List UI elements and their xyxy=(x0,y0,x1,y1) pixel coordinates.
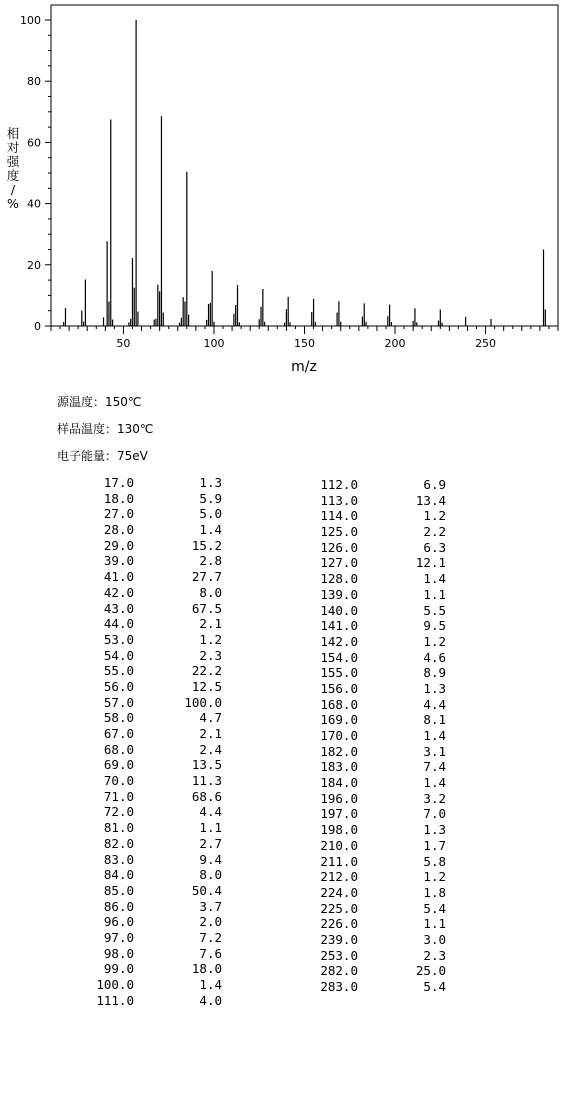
peak-table-column-2 xyxy=(296,477,446,995)
x-tick-label: 250 xyxy=(475,337,497,350)
peak-intensity: 2.7 xyxy=(199,835,222,851)
peak-table-row xyxy=(72,491,222,507)
y-axis-label: 相对强度/ % xyxy=(6,126,20,211)
peak-mz: 225.0 xyxy=(320,900,358,916)
peak-mz: 141.0 xyxy=(320,618,358,634)
peak-mz: 212.0 xyxy=(320,869,358,885)
peak-table-row xyxy=(296,650,446,666)
peak-table-row xyxy=(72,977,222,993)
peak-table-row xyxy=(296,791,446,807)
peak-intensity: 3.1 xyxy=(423,743,446,759)
peak-table-row xyxy=(296,571,446,587)
y-tick-label: 20 xyxy=(27,258,41,272)
peak-mz: 111.0 xyxy=(96,992,134,1008)
peak-table-row xyxy=(72,710,222,726)
peak-mz: 114.0 xyxy=(320,508,358,524)
peak-mz: 43.0 xyxy=(103,600,134,616)
peak-table-row xyxy=(72,726,222,742)
peak-intensity: 1.4 xyxy=(423,571,446,587)
peak-mz: 211.0 xyxy=(320,853,358,869)
peak-table-row xyxy=(72,867,222,883)
peak-table-row xyxy=(296,963,446,979)
peak-mz: 97.0 xyxy=(103,929,134,945)
peak-intensity: 13.5 xyxy=(191,757,222,773)
peak-table-row xyxy=(72,679,222,695)
peak-intensity: 5.5 xyxy=(423,602,446,618)
x-tick-label: 150 xyxy=(294,337,315,350)
peak-table-row xyxy=(72,538,222,554)
peak-mz: 29.0 xyxy=(103,537,134,553)
peak-mz: 41.0 xyxy=(103,569,134,585)
peak-table-row xyxy=(72,585,222,601)
peak-intensity: 9.5 xyxy=(423,618,446,634)
peak-mz: 81.0 xyxy=(103,820,134,836)
peak-intensity: 1.8 xyxy=(423,884,446,900)
peak-mz: 71.0 xyxy=(103,788,134,804)
peak-table-row xyxy=(296,916,446,932)
peak-mz: 197.0 xyxy=(320,806,358,822)
peak-mz: 56.0 xyxy=(103,678,134,694)
mass-spectrum-chart xyxy=(0,0,570,375)
peak-intensity: 8.0 xyxy=(199,584,222,600)
peak-mz: 99.0 xyxy=(103,961,134,977)
peak-table-row xyxy=(296,806,446,822)
peak-mz: 72.0 xyxy=(103,804,134,820)
peak-table-row xyxy=(72,914,222,930)
x-axis-label: m/z xyxy=(291,359,317,375)
peak-intensity: 1.4 xyxy=(423,728,446,743)
peak-mz: 96.0 xyxy=(103,914,134,930)
peak-mz: 42.0 xyxy=(103,584,134,600)
peak-mz: 28.0 xyxy=(103,522,134,538)
peak-intensity: 2.0 xyxy=(199,914,222,930)
peak-intensity: 2.1 xyxy=(199,726,222,741)
peak-mz: 196.0 xyxy=(320,790,358,806)
peak-intensity: 4.0 xyxy=(199,992,222,1008)
peak-intensity: 2.8 xyxy=(199,553,222,569)
peak-table-row xyxy=(72,993,222,1009)
sample-temperature: 样品温度：130℃ xyxy=(57,422,154,436)
peak-intensity: 5.4 xyxy=(423,900,446,916)
peak-mz: 83.0 xyxy=(103,851,134,867)
peak-intensity: 1.3 xyxy=(199,475,222,490)
peak-table-row xyxy=(296,979,446,995)
peak-mz: 53.0 xyxy=(103,631,134,647)
peak-table-row xyxy=(72,804,222,820)
source-temperature: 源温度：150℃ xyxy=(57,395,142,409)
peak-mz: 198.0 xyxy=(320,822,358,838)
peak-intensity: 2.3 xyxy=(199,647,222,663)
x-tick-label: 200 xyxy=(384,337,406,350)
peak-table-row xyxy=(296,587,446,603)
peak-mz: 253.0 xyxy=(320,947,358,963)
peak-table-row xyxy=(72,695,222,711)
peak-mz: 169.0 xyxy=(320,712,358,728)
peak-intensity: 12.1 xyxy=(415,555,446,571)
peak-mz: 139.0 xyxy=(320,586,358,602)
peak-mz: 210.0 xyxy=(320,837,358,853)
peak-mz: 112.0 xyxy=(320,477,358,492)
peak-intensity: 7.4 xyxy=(423,759,446,775)
peak-intensity: 7.6 xyxy=(199,945,222,961)
peak-mz: 113.0 xyxy=(320,492,358,508)
peak-table-row xyxy=(72,553,222,569)
peak-mz: 67.0 xyxy=(103,726,134,741)
peak-table-row xyxy=(296,728,446,744)
peak-table-row xyxy=(72,648,222,664)
peak-table-row xyxy=(296,932,446,948)
peak-table-row xyxy=(296,885,446,901)
peak-table-row xyxy=(72,773,222,789)
peak-intensity: 7.2 xyxy=(199,929,222,945)
peak-table-row xyxy=(296,665,446,681)
peak-intensity: 7.0 xyxy=(423,806,446,822)
peak-mz: 283.0 xyxy=(320,979,358,994)
peak-table-row xyxy=(296,540,446,556)
peak-table-row xyxy=(72,616,222,632)
peak-intensity: 2.2 xyxy=(423,524,446,540)
peak-mz: 100.0 xyxy=(96,977,134,992)
peak-intensity: 50.4 xyxy=(191,882,222,898)
peak-intensity: 3.2 xyxy=(423,790,446,806)
peak-intensity: 1.7 xyxy=(423,837,446,853)
peak-mz: 142.0 xyxy=(320,633,358,649)
peak-mz: 86.0 xyxy=(103,898,134,914)
peak-intensity: 1.1 xyxy=(423,916,446,932)
peak-intensity: 15.2 xyxy=(191,537,222,553)
y-tick-label: 80 xyxy=(27,75,41,89)
peak-mz: 128.0 xyxy=(320,571,358,587)
peak-table-row xyxy=(72,757,222,773)
peak-table-row xyxy=(72,899,222,915)
peak-mz: 168.0 xyxy=(320,696,358,712)
peak-intensity: 9.4 xyxy=(199,851,222,867)
peak-intensity: 100.0 xyxy=(184,694,222,710)
peak-intensity: 1.2 xyxy=(423,633,446,649)
peak-intensity: 8.0 xyxy=(199,867,222,883)
peak-intensity: 5.9 xyxy=(199,490,222,506)
peak-mz: 154.0 xyxy=(320,649,358,665)
peak-intensity: 25.0 xyxy=(415,963,446,979)
peak-table-row xyxy=(72,632,222,648)
peak-table-row xyxy=(72,961,222,977)
peak-intensity: 3.7 xyxy=(199,898,222,914)
peak-mz: 239.0 xyxy=(320,931,358,947)
peak-mz: 156.0 xyxy=(320,680,358,696)
peak-table-row xyxy=(296,493,446,509)
peak-mz: 184.0 xyxy=(320,775,358,791)
peak-intensity: 1.2 xyxy=(423,508,446,524)
peak-table-row xyxy=(296,838,446,854)
peak-table-row xyxy=(72,522,222,538)
peak-intensity: 22.2 xyxy=(191,663,222,679)
peak-mz: 85.0 xyxy=(103,882,134,898)
peak-intensity: 4.4 xyxy=(423,696,446,712)
peak-mz: 27.0 xyxy=(103,506,134,522)
peak-intensity: 6.9 xyxy=(423,477,446,492)
peak-mz: 224.0 xyxy=(320,884,358,900)
peak-table-row xyxy=(296,697,446,713)
peak-mz: 58.0 xyxy=(103,710,134,726)
peak-intensity: 2.4 xyxy=(199,741,222,757)
peak-mz: 98.0 xyxy=(103,945,134,961)
peak-intensity: 1.1 xyxy=(199,820,222,836)
peak-table-row xyxy=(296,744,446,760)
peak-intensity: 8.9 xyxy=(423,665,446,681)
peak-intensity: 8.1 xyxy=(423,712,446,728)
peak-mz: 44.0 xyxy=(103,616,134,632)
peak-intensity: 5.4 xyxy=(423,979,446,994)
peak-table-row xyxy=(72,789,222,805)
peak-table-row xyxy=(296,603,446,619)
peak-intensity: 1.3 xyxy=(423,822,446,838)
peak-table-row xyxy=(72,506,222,522)
peak-table-row xyxy=(72,569,222,585)
peak-intensity: 12.5 xyxy=(191,678,222,694)
peak-intensity: 1.4 xyxy=(199,977,222,992)
y-tick-label: 60 xyxy=(27,136,41,150)
peak-mz: 17.0 xyxy=(103,475,134,490)
peak-table-row xyxy=(72,852,222,868)
peak-mz: 84.0 xyxy=(103,867,134,883)
electron-energy: 电子能量：75eV xyxy=(57,449,148,463)
peak-mz: 182.0 xyxy=(320,743,358,759)
peak-mz: 39.0 xyxy=(103,553,134,569)
peak-intensity: 5.0 xyxy=(199,506,222,522)
peak-mz: 82.0 xyxy=(103,835,134,851)
peak-table-row xyxy=(296,618,446,634)
peak-mz: 70.0 xyxy=(103,773,134,789)
peak-table-row xyxy=(296,901,446,917)
peak-intensity: 1.2 xyxy=(423,869,446,885)
peak-intensity: 11.3 xyxy=(191,773,222,789)
peak-table-row xyxy=(72,930,222,946)
peak-table-row xyxy=(296,759,446,775)
plot-frame xyxy=(51,5,558,326)
peak-intensity: 1.4 xyxy=(199,522,222,538)
peak-table-row xyxy=(296,681,446,697)
peak-table-row xyxy=(296,524,446,540)
peak-table-row xyxy=(296,712,446,728)
peak-mz: 140.0 xyxy=(320,602,358,618)
peak-intensity: 1.4 xyxy=(423,775,446,791)
peak-mz: 226.0 xyxy=(320,916,358,932)
peak-intensity: 4.4 xyxy=(199,804,222,820)
peak-intensity: 67.5 xyxy=(191,600,222,616)
peak-table-row xyxy=(72,663,222,679)
peak-mz: 54.0 xyxy=(103,647,134,663)
peak-intensity: 13.4 xyxy=(415,492,446,508)
peak-mz: 68.0 xyxy=(103,741,134,757)
peak-table-row xyxy=(296,775,446,791)
peak-mz: 170.0 xyxy=(320,728,358,743)
peak-intensity: 2.3 xyxy=(423,947,446,963)
peak-intensity: 68.6 xyxy=(191,788,222,804)
peak-table-row xyxy=(72,946,222,962)
peak-intensity: 4.6 xyxy=(423,649,446,665)
peak-table-row xyxy=(296,948,446,964)
peak-mz: 183.0 xyxy=(320,759,358,775)
peak-table-row xyxy=(72,820,222,836)
peak-mz: 55.0 xyxy=(103,663,134,679)
x-tick-label: 50 xyxy=(116,337,131,350)
peak-mz: 155.0 xyxy=(320,665,358,681)
peak-mz: 282.0 xyxy=(320,963,358,979)
peak-table-row xyxy=(296,508,446,524)
peak-mz: 125.0 xyxy=(320,524,358,540)
peak-intensity: 4.7 xyxy=(199,710,222,726)
peak-intensity: 18.0 xyxy=(191,961,222,977)
peak-table-row xyxy=(296,854,446,870)
peak-intensity: 3.0 xyxy=(423,931,446,947)
peak-mz: 127.0 xyxy=(320,555,358,571)
peak-intensity: 6.3 xyxy=(423,539,446,555)
x-tick-label: 100 xyxy=(203,337,225,350)
peak-intensity: 5.8 xyxy=(423,853,446,869)
peak-intensity: 2.1 xyxy=(199,616,222,632)
y-tick-label: 40 xyxy=(27,197,41,211)
peak-table-row xyxy=(72,883,222,899)
peak-intensity: 1.2 xyxy=(199,631,222,647)
peak-intensity: 1.1 xyxy=(423,586,446,602)
peak-table-row xyxy=(296,822,446,838)
peak-mz: 18.0 xyxy=(103,490,134,506)
peak-table-column-1 xyxy=(72,475,222,1008)
y-tick-label: 0 xyxy=(34,320,41,333)
peak-table-row xyxy=(296,869,446,885)
y-tick-label: 100 xyxy=(20,14,41,27)
peak-table-row xyxy=(72,836,222,852)
peak-intensity: 1.3 xyxy=(423,680,446,696)
peak-intensity: 27.7 xyxy=(191,569,222,585)
peak-mz: 57.0 xyxy=(103,694,134,710)
peak-mz: 69.0 xyxy=(103,757,134,773)
peak-table-row xyxy=(296,477,446,493)
peak-mz: 126.0 xyxy=(320,539,358,555)
peak-table-row xyxy=(72,601,222,617)
peak-table-row xyxy=(72,742,222,758)
peak-table-row xyxy=(296,555,446,571)
peak-table-row xyxy=(72,475,222,491)
peak-table-row xyxy=(296,634,446,650)
